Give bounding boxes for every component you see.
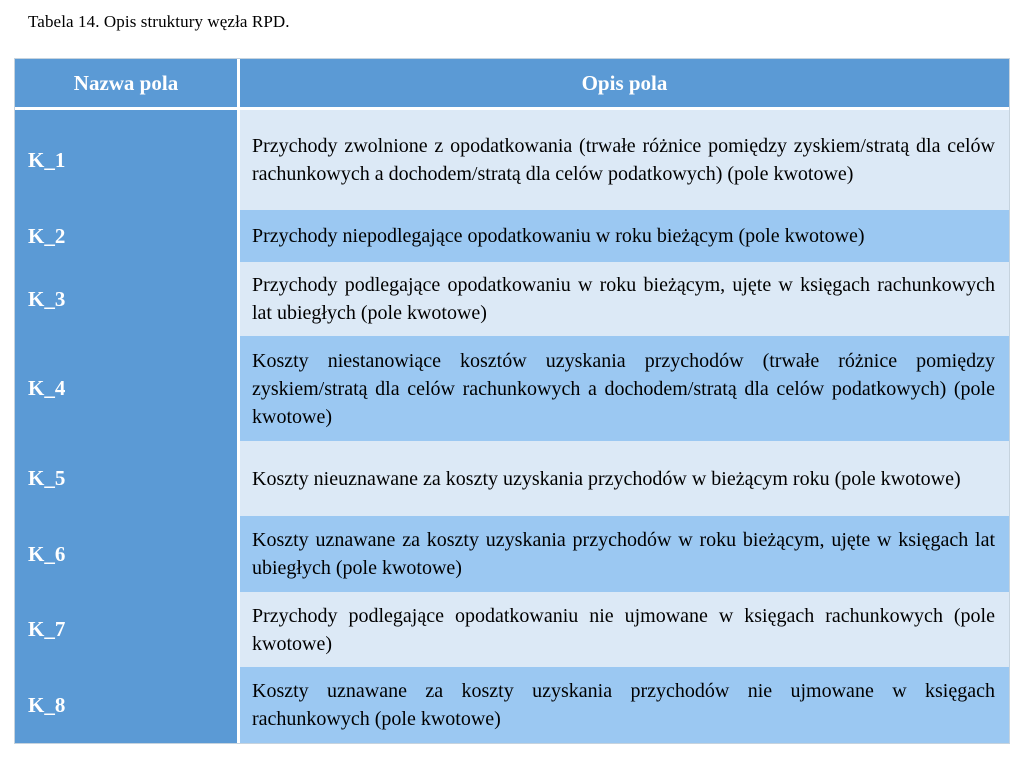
field-description-cell: Koszty uznawane za koszty uzyskania przychodów w roku bieżącym, ujęte w księgach lat ubiegłych (pole kwotowe) — [240, 516, 1009, 592]
table-row — [15, 210, 1009, 262]
table-caption: Tabela 14. Opis struktury węzła RPD. — [28, 12, 290, 31]
field-name-cell: K_5 — [15, 441, 237, 516]
table-body — [15, 110, 1009, 743]
field-description-cell: Koszty nieuznawane za koszty uzyskania przychodów w bieżącym roku (pole kwotowe) — [240, 441, 1009, 516]
field-description-cell: Przychody podlegające opodatkowaniu nie ujmowane w księgach rachunkowych (pole kwotowe) — [240, 592, 1009, 667]
table-row — [15, 441, 1009, 516]
field-description-cell: Koszty uznawane za koszty uzyskania przychodów nie ujmowane w księgach rachunkowych (pole kwotowe) — [240, 667, 1009, 743]
table-row — [15, 667, 1009, 743]
field-name-cell: K_2 — [15, 210, 237, 262]
table-row — [15, 592, 1009, 667]
column-header-opis-pola: Opis pola — [240, 59, 1009, 107]
rpd-structure-table — [14, 58, 1010, 744]
field-description-cell: Przychody zwolnione z opodatkowania (trwałe różnice pomiędzy zyskiem/stratą dla celów rachunkowych a dochodem/stratą dla celów podatkowych) (pole kwotowe) — [240, 110, 1009, 210]
field-description-cell: Przychody podlegające opodatkowaniu w roku bieżącym, ujęte w księgach rachunkowych lat ubiegłych (pole kwotowe) — [240, 262, 1009, 336]
table-header-row — [15, 59, 1009, 107]
field-name-cell: K_1 — [15, 110, 237, 210]
column-header-nazwa-pola: Nazwa pola — [15, 59, 237, 107]
field-description-cell: Przychody niepodlegające opodatkowaniu w roku bieżącym (pole kwotowe) — [240, 210, 1009, 262]
table-row — [15, 336, 1009, 441]
field-name-cell: K_4 — [15, 336, 237, 441]
field-name-cell: K_8 — [15, 667, 237, 743]
table-row — [15, 110, 1009, 210]
table-row — [15, 262, 1009, 336]
field-description-cell: Koszty niestanowiące kosztów uzyskania przychodów (trwałe różnice pomiędzy zyskiem/stratą dla celów rachunkowych a dochodem/stratą dla celów podatkowych) (pole kwotowe) — [240, 336, 1009, 441]
table-row — [15, 516, 1009, 592]
field-name-cell: K_7 — [15, 592, 237, 667]
field-name-cell: K_6 — [15, 516, 237, 592]
field-name-cell: K_3 — [15, 262, 237, 336]
